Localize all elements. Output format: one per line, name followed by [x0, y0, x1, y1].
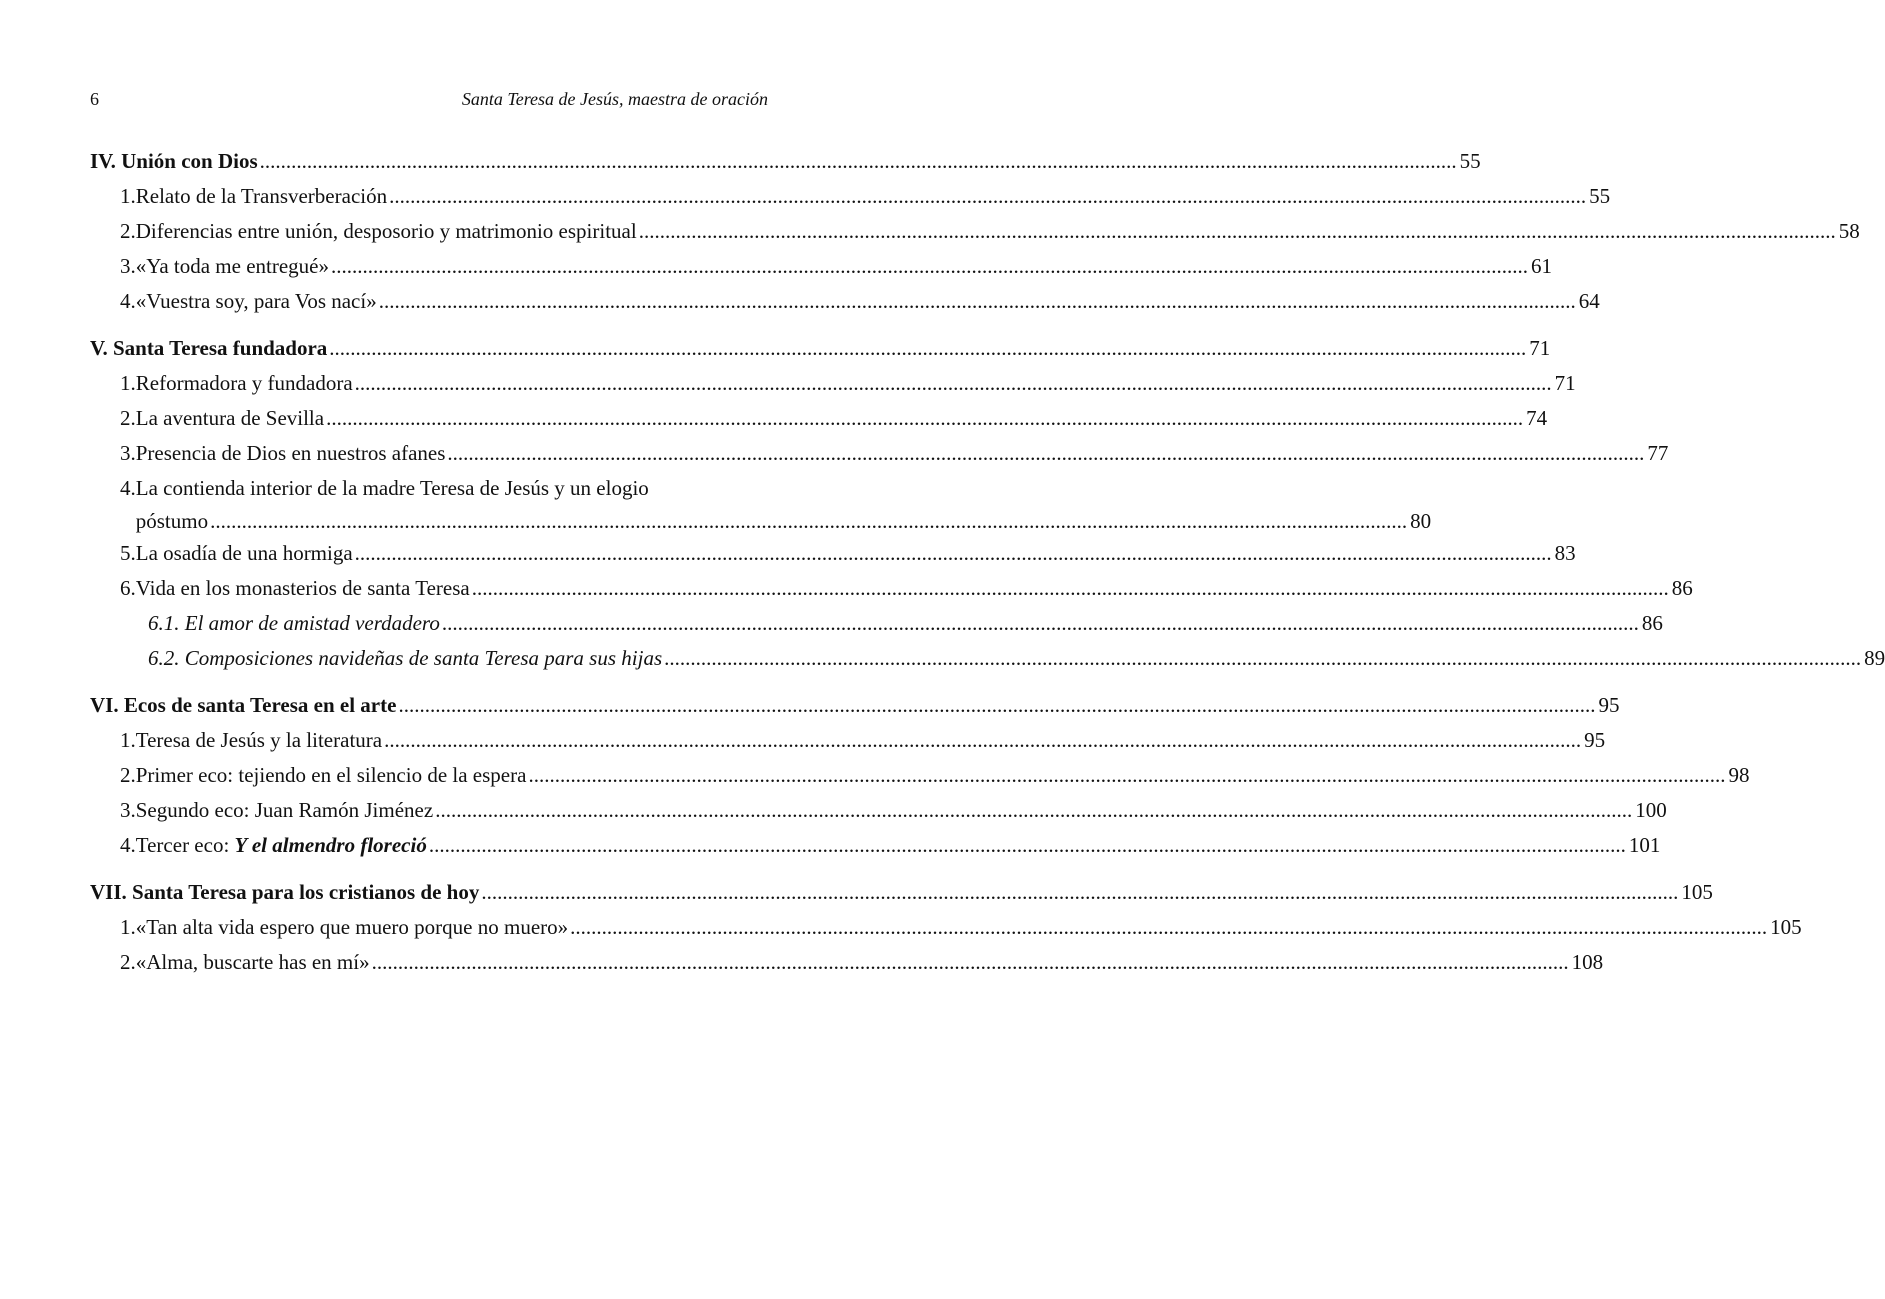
toc-entry[interactable] [90, 471, 1432, 536]
dot-leader [570, 910, 1767, 945]
toc-chapter-iv [90, 144, 1860, 319]
entry-title-emphasis: Y el almendro floreció [234, 833, 427, 857]
page-number: 6 [90, 89, 99, 109]
dot-leader [326, 401, 1523, 436]
entry-number: 2. [120, 763, 136, 787]
entry-number: 4. [120, 833, 136, 857]
entry-number: 4. [120, 476, 136, 500]
dot-leader [355, 366, 1552, 401]
chapter-title: VI. Ecos de santa Teresa en el arte [90, 693, 397, 717]
entry-title-prefix: Tercer eco: [135, 833, 235, 857]
subentry-page: 89 [1864, 646, 1885, 670]
entry-number: 3. [120, 254, 136, 278]
toc-entry[interactable] [90, 793, 1667, 828]
toc-entry[interactable] [90, 828, 1661, 863]
entry-title: Reformadora y fundadora [135, 371, 353, 395]
toc-chapter-vi [90, 688, 1750, 863]
entry-title-line-2: póstumo [135, 509, 209, 533]
chapter-title: V. Santa Teresa fundadora [90, 336, 328, 360]
toc-entry[interactable] [90, 945, 1604, 980]
toc-entry[interactable] [90, 723, 1606, 758]
dot-leader [398, 688, 1595, 723]
dot-leader [447, 436, 1644, 471]
entry-page: 105 [1770, 915, 1802, 939]
chapter-heading[interactable] [90, 688, 1620, 723]
entry-page: 61 [1531, 254, 1552, 278]
chapter-heading[interactable] [90, 875, 1713, 910]
subentry-page: 86 [1641, 611, 1663, 635]
dot-leader [639, 214, 1836, 249]
entry-title: «Tan alta vida espero que muero porque no muero» [135, 915, 569, 939]
entry-title: Relato de la Transverberación [135, 184, 388, 208]
toc-chapter-v [90, 331, 1885, 676]
toc-subentry[interactable] [90, 641, 1885, 676]
chapter-heading[interactable] [90, 331, 1551, 366]
dot-leader [372, 945, 1569, 980]
entry-title: «Vuestra soy, para Vos nací» [135, 289, 377, 313]
dot-leader [331, 249, 1528, 284]
chapter-title: IV. Unión con Dios [90, 149, 258, 173]
entry-title: «Ya toda me entregué» [135, 254, 329, 278]
toc-entry[interactable] [90, 401, 1548, 436]
chapter-page: 55 [1459, 149, 1481, 173]
entry-page: 86 [1671, 576, 1693, 600]
entry-number: 2. [120, 406, 136, 430]
table-of-contents [90, 144, 1885, 992]
dot-leader [481, 875, 1678, 910]
entry-page: 98 [1728, 763, 1750, 787]
entry-title: «Alma, buscarte has en mí» [135, 950, 370, 974]
entry-page: 55 [1589, 184, 1611, 208]
entry-number: 4. [120, 289, 136, 313]
chapter-page: 71 [1529, 336, 1551, 360]
entry-page: 101 [1628, 833, 1661, 857]
chapter-page: 105 [1681, 880, 1713, 904]
entry-title: La aventura de Sevilla [135, 406, 325, 430]
dot-leader [329, 331, 1526, 366]
subentry-title: 6.1. El amor de amistad verdadero [148, 611, 440, 635]
entry-number: 1. [120, 184, 136, 208]
entry-title: Vida en los monasterios de santa Teresa [135, 576, 470, 600]
chapter-heading[interactable] [90, 144, 1481, 179]
entry-page: 83 [1554, 541, 1576, 565]
entry-page: 100 [1635, 798, 1667, 822]
entry-number: 1. [120, 728, 136, 752]
toc-entry[interactable] [90, 436, 1669, 471]
entry-title-line-1: La contienda interior de la madre Teresa de Jesús y un elogio [135, 476, 649, 500]
dot-leader [384, 723, 1581, 758]
running-title: Santa Teresa de Jesús, maestra de oración [461, 89, 768, 109]
entry-number: 6. [120, 576, 136, 600]
entry-title: Primer eco: tejiendo en el silencio de la espera [135, 763, 527, 787]
toc-entry[interactable] [90, 910, 1802, 945]
toc-entry[interactable] [90, 571, 1693, 606]
entry-number: 3. [120, 798, 136, 822]
entry-page: 58 [1838, 219, 1860, 243]
dot-leader [472, 571, 1669, 606]
entry-number: 2. [120, 219, 136, 243]
dot-leader [528, 758, 1725, 793]
page-header [90, 89, 768, 113]
dot-leader [389, 179, 1586, 214]
entry-title: Teresa de Jesús y la literatura [135, 728, 383, 752]
entry-page: 74 [1526, 406, 1548, 430]
entry-page: 80 [1410, 509, 1432, 533]
dot-leader [379, 284, 1576, 319]
toc-entry[interactable] [90, 284, 1600, 319]
dot-leader [260, 144, 1457, 179]
dot-leader [442, 606, 1639, 641]
chapter-page: 95 [1598, 693, 1620, 717]
entry-number: 1. [120, 915, 136, 939]
entry-number: 5. [120, 541, 136, 565]
dot-leader [355, 536, 1552, 571]
dot-leader [429, 828, 1626, 863]
chapter-title: VII. Santa Teresa para los cristianos de hoy [90, 880, 480, 904]
entry-page: 64 [1578, 289, 1600, 313]
entry-page: 77 [1647, 441, 1669, 465]
entry-page: 95 [1584, 728, 1606, 752]
toc-entry[interactable] [90, 758, 1750, 793]
entry-title: Segundo eco: Juan Ramón Jiménez [135, 798, 434, 822]
entry-page: 108 [1571, 950, 1604, 974]
toc-chapter-vii [90, 875, 1802, 980]
entry-title: La osadía de una hormiga [135, 541, 353, 565]
entry-number: 3. [120, 441, 136, 465]
toc-entry[interactable] [90, 366, 1576, 401]
entry-title [136, 828, 427, 863]
entry-page: 71 [1554, 371, 1576, 395]
toc-entry[interactable] [90, 214, 1860, 249]
toc-entry[interactable] [90, 249, 1552, 284]
entry-number: 1. [120, 371, 136, 395]
dot-leader [210, 506, 1407, 536]
entry-number: 2. [120, 950, 136, 974]
toc-subentry[interactable] [90, 606, 1663, 641]
toc-entry[interactable] [90, 179, 1611, 214]
entry-title: Diferencias entre unión, desposorio y matrimonio espiritual [135, 219, 637, 243]
dot-leader [435, 793, 1632, 828]
subentry-title: 6.2. Composiciones navideñas de santa Teresa para sus hijas [148, 646, 663, 670]
toc-entry[interactable] [90, 536, 1576, 571]
dot-leader [664, 641, 1861, 676]
entry-title: Presencia de Dios en nuestros afanes [135, 441, 446, 465]
